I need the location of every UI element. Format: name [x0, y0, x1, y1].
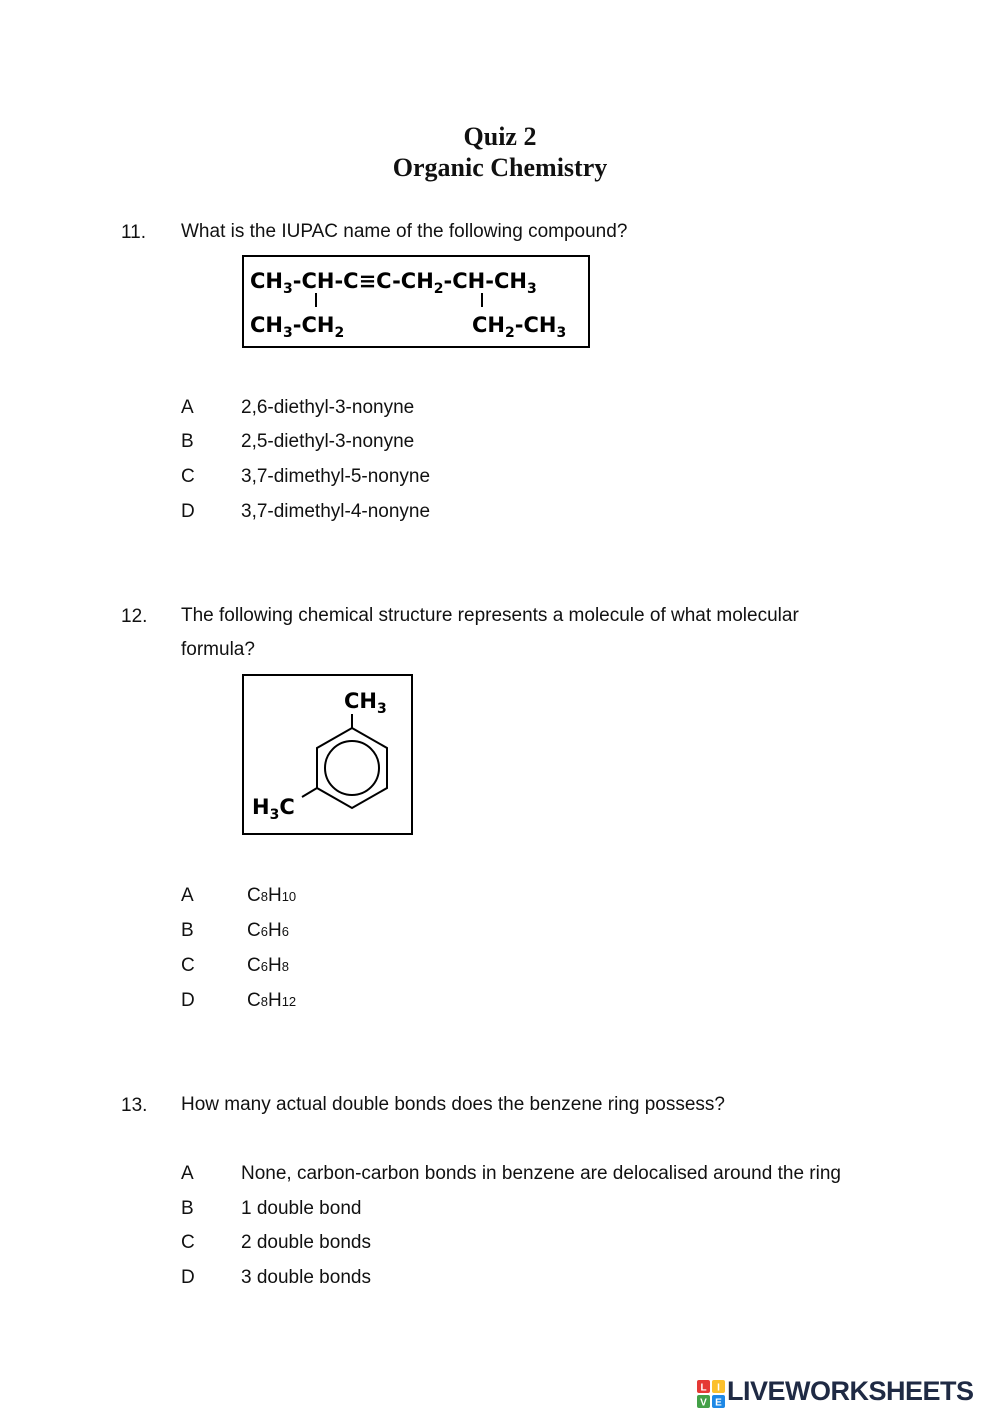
question-11-option-b-text[interactable]: 2,5-diethyl-3-nonyne	[241, 431, 415, 452]
question-12-option-a-letter: A	[181, 885, 194, 906]
methyl-top-label: $CH_3$	[344, 689, 387, 717]
liveworksheets-logo-icon	[697, 1380, 725, 1408]
methyl-left-label: $H_3C$	[252, 795, 295, 823]
alkyne-structure-diagram	[244, 257, 588, 346]
question-13-option-c-text[interactable]: 2 double bonds	[241, 1232, 371, 1253]
question-12-option-b-letter: B	[181, 920, 194, 941]
structure-right-branch: $CH_2-CH_3$	[472, 313, 567, 341]
question-12-option-b-formula[interactable]: C6H6	[247, 920, 289, 941]
page-title: Quiz 2	[463, 122, 537, 151]
question-12-option-c-letter: C	[181, 955, 195, 976]
question-11-option-c-text[interactable]: 3,7-dimethyl-5-nonyne	[241, 466, 431, 487]
question-12-text-line2: formula?	[181, 639, 255, 660]
question-13-option-d-text[interactable]: 3 double bonds	[241, 1267, 371, 1288]
question-13-text: How many actual double bonds does the benzene ring possess?	[181, 1094, 725, 1115]
liveworksheets-watermark	[697, 1376, 997, 1410]
logo-letter-i: I	[717, 1382, 720, 1394]
question-13-option-b-letter: B	[181, 1198, 194, 1219]
question-12-option-d-formula[interactable]: C8H12	[247, 990, 297, 1011]
question-13-option-a-text[interactable]: None, carbon-carbon bonds in benzene are delocalised around the ring	[241, 1163, 841, 1184]
logo-letter-e: E	[715, 1397, 722, 1408]
question-12-option-c-formula[interactable]: C6H8	[247, 955, 289, 976]
question-13-option-b-text[interactable]: 1 double bond	[241, 1198, 362, 1219]
question-11-option-c-letter: C	[181, 466, 195, 487]
question-11-option-a-text[interactable]: 2,6-diethyl-3-nonyne	[241, 397, 415, 418]
question-13-option-d-letter: D	[181, 1267, 195, 1288]
liveworksheets-brand-text: LIVEWORKSHEETS	[727, 1376, 974, 1406]
structure-main-chain: $CH_3-CH-C\equiv C-CH_2-CH-CH_3$	[250, 269, 537, 297]
question-11-option-d-letter: D	[181, 501, 195, 522]
question-11-option-d-text[interactable]: 3,7-dimethyl-4-nonyne	[241, 501, 431, 522]
question-13-number: 13.	[121, 1095, 148, 1116]
question-12-option-a-formula[interactable]: C8H10	[247, 885, 297, 906]
question-12-text-line1: The following chemical structure represents a molecule of what molecular	[181, 605, 799, 626]
page-subtitle: Organic Chemistry	[392, 153, 608, 182]
question-12-number: 12.	[121, 606, 148, 627]
question-12-structure	[242, 674, 413, 835]
question-11-option-b-letter: B	[181, 431, 194, 452]
left-methyl-bond	[302, 788, 317, 797]
question-11-structure	[242, 255, 590, 348]
question-13-option-a-letter: A	[181, 1163, 194, 1184]
logo-letter-l: L	[700, 1382, 707, 1394]
question-11-number: 11.	[121, 222, 147, 243]
structure-left-branch: $CH_3-CH_2$	[250, 313, 345, 341]
logo-letter-v: V	[700, 1397, 707, 1408]
question-11-option-a-letter: A	[181, 397, 194, 418]
question-13-option-c-letter: C	[181, 1232, 195, 1253]
benzene-ring-circle	[325, 741, 379, 795]
question-11-text: What is the IUPAC name of the following compound?	[181, 221, 628, 242]
question-12-option-d-letter: D	[181, 990, 195, 1011]
xylene-structure-diagram	[244, 676, 411, 833]
